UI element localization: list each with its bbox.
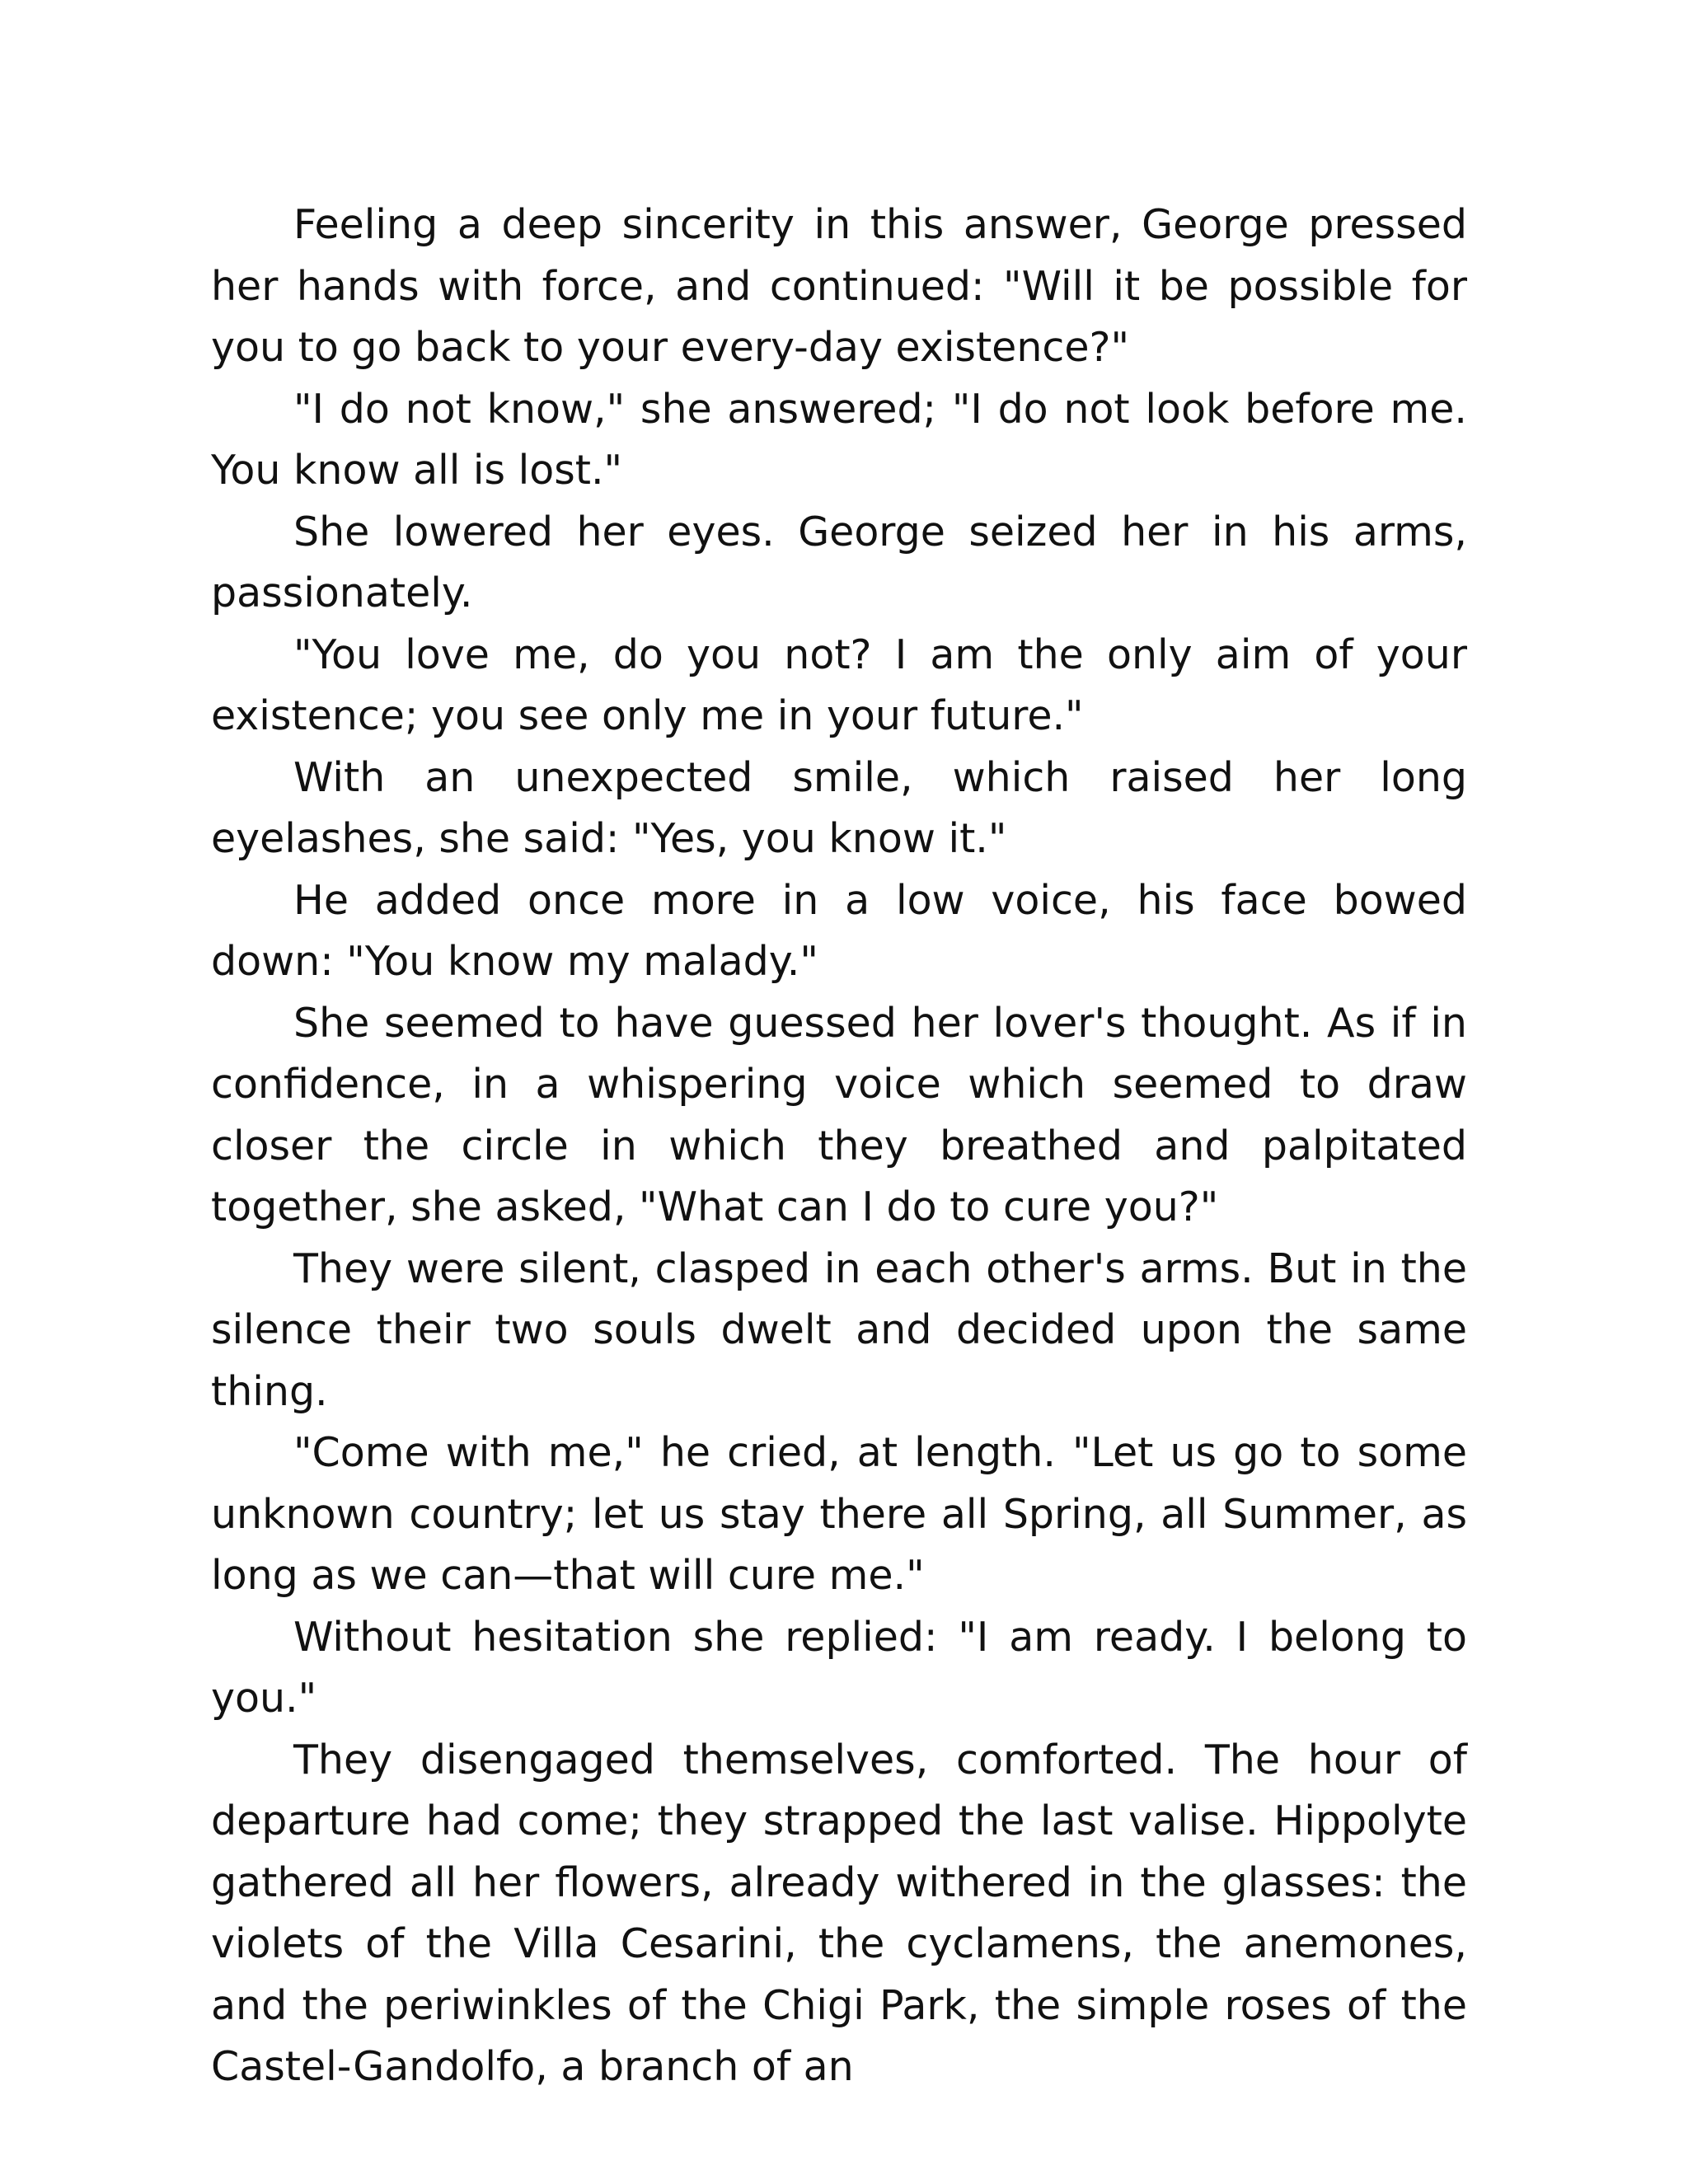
paragraph-6: He added once more in a low voice, his face bowed down: "You know my malady." [211,876,1467,985]
paragraph-1: Feeling a deep sincerity in this answer, George pressed her hands with force, and continued: "Will it be possible for you to go back to your every-day existence?" [211,201,1467,371]
paragraph-11: They disengaged themselves, comforted. The hour of departure had come; they strapped the last valise. Hippolyte gathered all her flowers, already withered in the glasses: the violets of the Villa Cesarini, the cyclamens, the anemones, and the periwinkles of the Chigi Park, the simple roses of the Castel-Gandolfo, a branch of an [211,1736,1467,2090]
paragraph-9: "Come with me," he cried, at length. "Let us go to some unknown country; let us stay there all Spring, all Summer, as long as we can—that will cure me." [211,1429,1467,1599]
paragraph-2: "I do not know," she answered; "I do not look before me. You know all is lost." [211,385,1467,494]
document-page [211,194,1467,2098]
paragraph-3: She lowered her eyes. George seized her in his arms, passionately. [211,508,1467,616]
paragraph-7: She seemed to have guessed her lover's thought. As if in confidence, in a whispering voice which seemed to draw closer the circle in which they breathed and palpitated together, she asked, "What can I do to cure you?" [211,999,1467,1230]
paragraph-5: With an unexpected smile, which raised her long eyelashes, she said: "Yes, you know it." [211,753,1467,862]
paragraph-8: They were silent, clasped in each other's arms. But in the silence their two souls dwelt and decided upon the same thing. [211,1244,1467,1415]
paragraph-10: Without hesitation she replied: "I am ready. I belong to you." [211,1613,1467,1722]
paragraph-4: "You love me, do you not? I am the only aim of your existence; you see only me in your future." [211,630,1467,739]
